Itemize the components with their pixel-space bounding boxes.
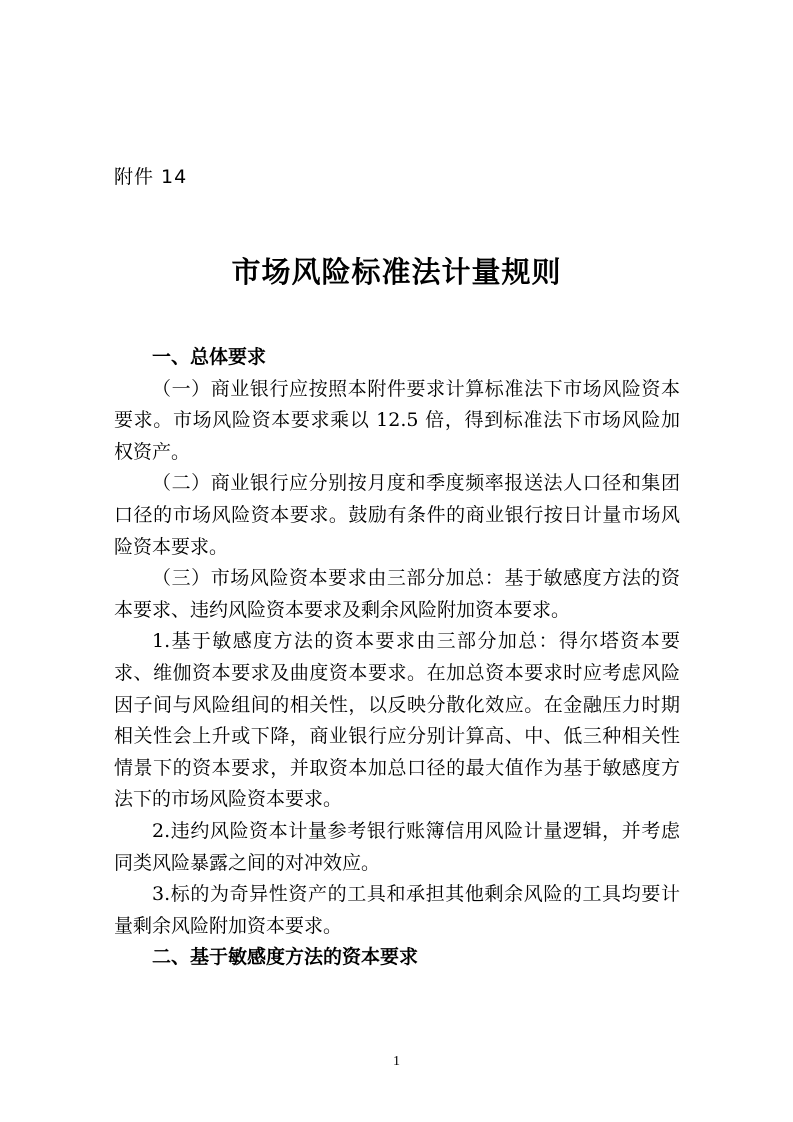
paragraph: （三）市场风险资本要求由三部分加总：基于敏感度方法的资本要求、违约风险资本要求及剩余风险附加资本要求。 — [114, 567, 680, 621]
attachment-label: 附件 14 — [114, 166, 188, 188]
section-heading: 一、总体要求 — [152, 346, 267, 368]
document-title: 市场风险标准法计量规则 — [231, 255, 562, 289]
page-number: 1 — [393, 1054, 400, 1069]
paragraph: （二）商业银行应分别按月度和季度频率报送法人口径和集团口径的市场风险资本要求。鼓励有条件的商业银行按日计量市场风险资本要求。 — [114, 472, 680, 558]
paragraph: （一）商业银行应按照本附件要求计算标准法下市场风险资本要求。市场风险资本要求乘以 12.5 倍，得到标准法下市场风险加权资产。 — [114, 377, 680, 463]
paragraph: 2.违约风险资本计量参考银行账簿信用风险计量逻辑，并考虑同类风险暴露之间的对冲效应。 — [114, 819, 680, 874]
paragraph: 1.基于敏感度方法的资本要求由三部分加总：得尔塔资本要求、维伽资本要求及曲度资本要求。在加总资本要求时应考虑风险因子间与风险组间的相关性，以反映分散化效应。在金融压力时期相关性会上升或下降，商业银行应分别计算高、中、低三种相关性情景下的资本要求，并取资本加总口径的最大值作为基于敏感度方法下的市场风险资本要求。 — [114, 630, 680, 811]
document-body — [114, 342, 680, 974]
section-heading: 二、基于敏感度方法的资本要求 — [152, 946, 419, 969]
paragraph: 3.标的为奇异性资产的工具和承担其他剩余风险的工具均要计量剩余风险附加资本要求。 — [114, 883, 680, 937]
